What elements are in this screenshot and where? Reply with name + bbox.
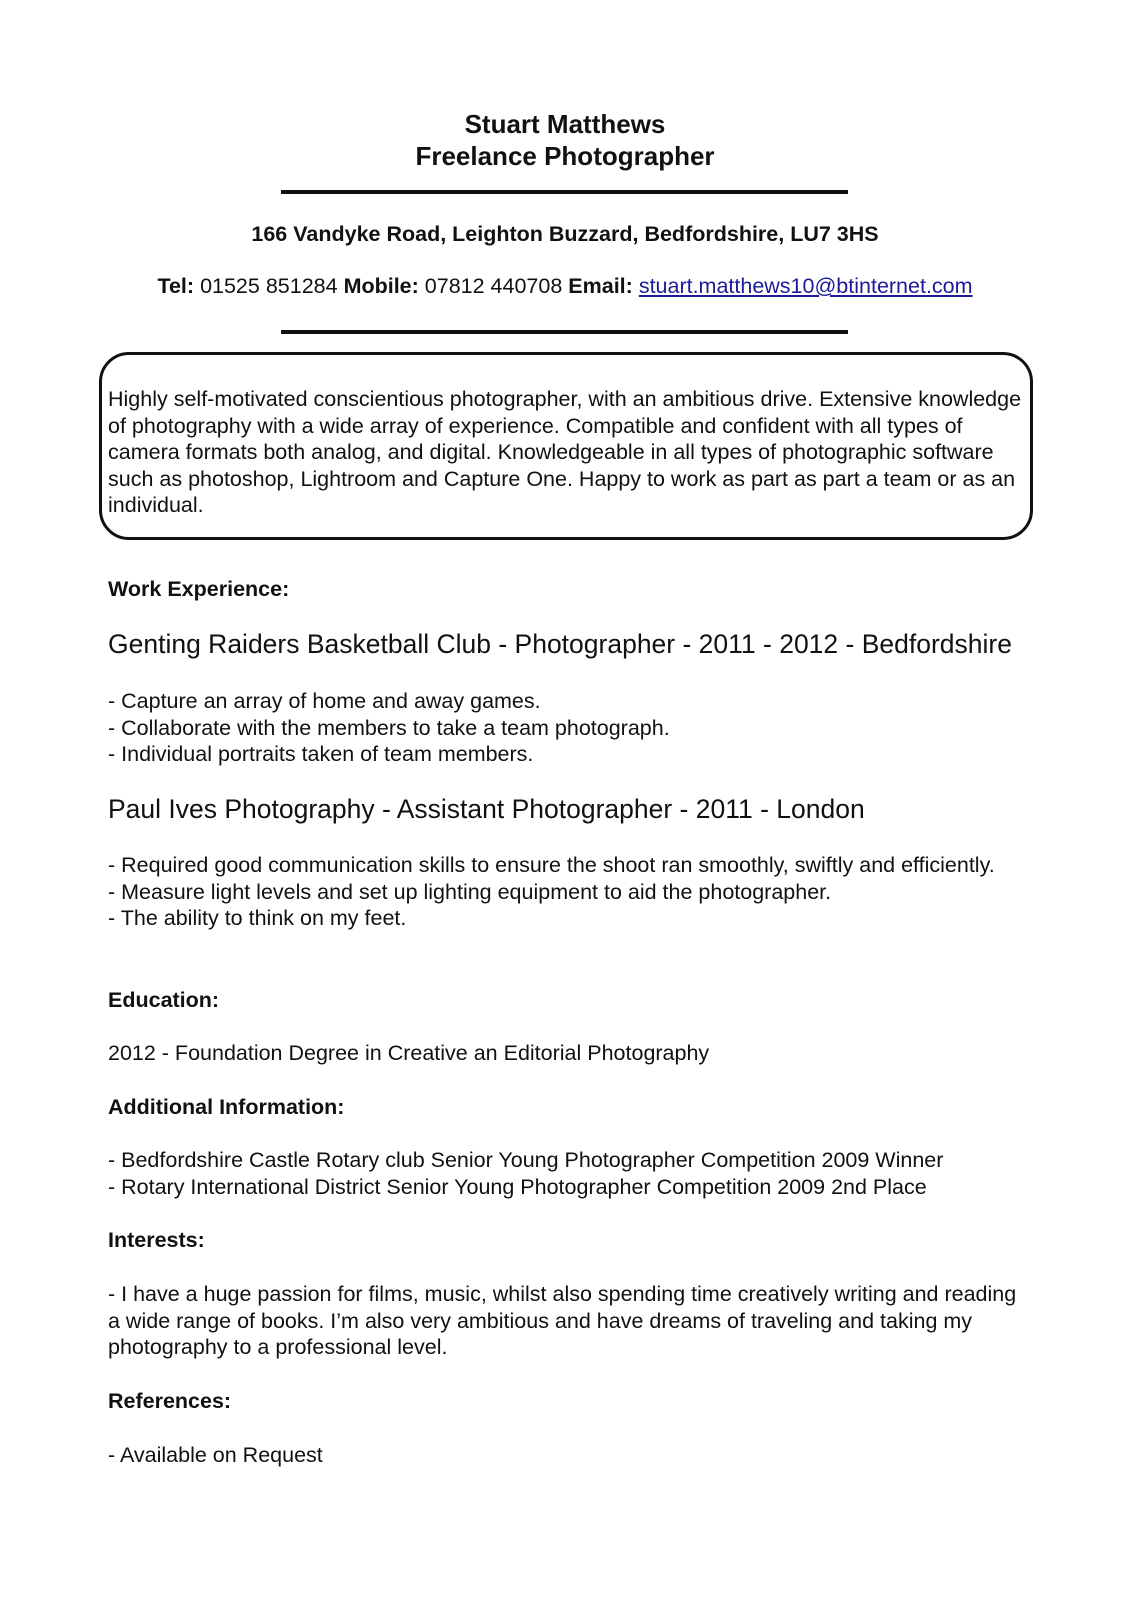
references-text: - Available on Request [108, 1443, 323, 1467]
education-entry: 2012 - Foundation Degree in Creative an Editorial Photography [108, 1041, 710, 1065]
list-item: - Individual portraits taken of team members. [108, 742, 534, 767]
education-heading: Education: [108, 988, 220, 1012]
list-item: - Collaborate with the members to take a team photograph. [108, 715, 670, 740]
tel-value: 01525 851284 [200, 274, 338, 298]
candidate-name: Stuart Matthews [464, 109, 666, 139]
list-item: - Required good communication skills to ensure the shoot ran smoothly, swiftly and efficiently. [108, 853, 995, 877]
list-item: - Bedfordshire Castle Rotary club Senior Young Photographer Competition 2009 Winner [108, 1148, 944, 1172]
contact-line [0, 272, 1130, 300]
header-divider-top [281, 190, 848, 194]
header-divider-bottom [281, 330, 848, 334]
tel-label: Tel: [157, 274, 195, 298]
mobile-value: 07812 440708 [424, 274, 563, 298]
job-title: Genting Raiders Basketball Club - Photographer - 2011 - 2012 - Bedfordshire [108, 629, 1012, 659]
work-experience-heading: Work Experience: [108, 577, 290, 601]
summary-text: Highly self-motivated conscientious photographer, with an ambitious drive. Extensive knowledge of photography with a wide array of experience. Compatible and confident with all types of camera formats both analog, and digital. Knowledgeable in all types of photographic software such as photoshop, Lightroom and Capture One. Happy to work as part as part a team or as an individual. [108, 387, 1022, 518]
additional-info-heading: Additional Information: [108, 1095, 345, 1119]
list-item: - Capture an array of home and away games. [108, 689, 541, 713]
list-item: - Rotary International District Senior Young Photographer Competition 2009 2nd Place [108, 1174, 927, 1199]
email-link[interactable]: stuart.matthews10@btinternet.com [638, 274, 973, 298]
list-item: - The ability to think on my feet. [108, 906, 407, 931]
email-label: Email: [568, 274, 633, 298]
list-item: - Measure light levels and set up lighting equipment to aid the photographer. [108, 879, 832, 904]
mobile-label: Mobile: [343, 274, 419, 298]
address-line: 166 Vandyke Road, Leighton Buzzard, Bedfordshire, LU7 3HS [251, 222, 879, 246]
candidate-title: Freelance Photographer [415, 141, 715, 171]
interests-text: - I have a huge passion for films, music, whilst also spending time creatively writing and reading a wide range of books. I’m also very ambitious and have dreams of traveling and taking my photography to a professional level. [108, 1282, 1017, 1360]
job-bullets [108, 852, 1028, 932]
additional-info-list [108, 1147, 1028, 1200]
references-heading: References: [108, 1389, 232, 1413]
job-title: Paul Ives Photography - Assistant Photographer - 2011 - London [108, 794, 865, 824]
job-bullets [108, 688, 1028, 768]
interests-heading: Interests: [108, 1228, 205, 1252]
